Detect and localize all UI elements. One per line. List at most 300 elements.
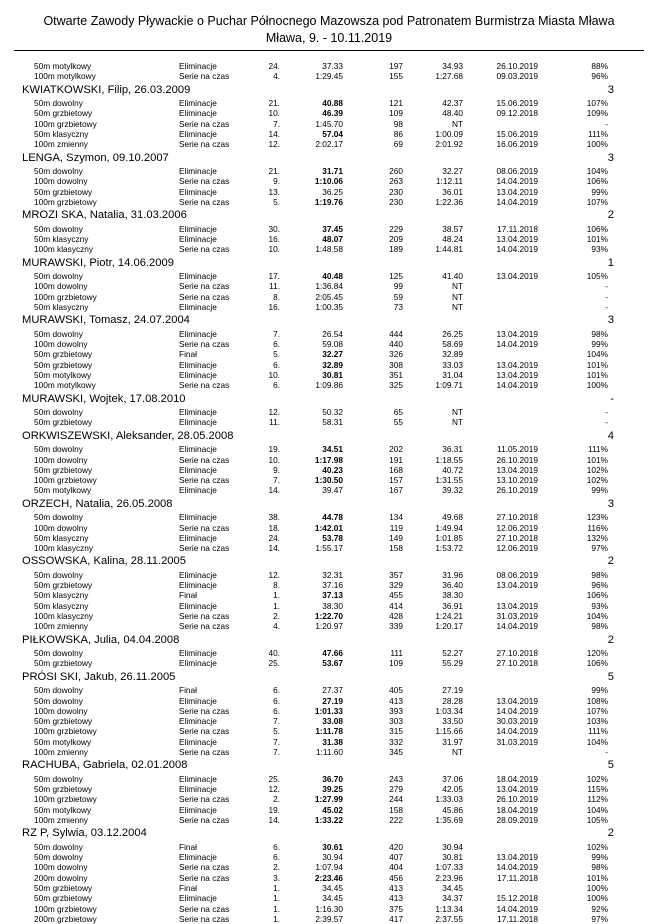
place-value: 2. [273, 794, 280, 805]
previous-best: 1:31.55 [435, 475, 463, 486]
result-time: 31.71 [322, 166, 343, 177]
previous-best: 36.01 [442, 186, 463, 197]
progress-percent: 100% [586, 380, 608, 391]
result-time: 2:02.17 [315, 139, 343, 150]
best-date: 30.03.2019 [496, 716, 538, 727]
result-time: 53.67 [322, 658, 343, 669]
points-value: 444 [389, 328, 403, 339]
event-name: 50m motylkowy [34, 804, 92, 815]
place-value: 6. [273, 705, 280, 716]
previous-best: 1:03.34 [435, 705, 463, 716]
previous-best: 34.93 [442, 61, 463, 71]
event-name: 100m grzbietowy [34, 291, 97, 302]
event-name: 50m motylkowy [34, 370, 92, 381]
result-row [0, 716, 658, 726]
result-time: 53.78 [322, 532, 343, 543]
points-value: 428 [389, 611, 403, 622]
result-time: 50.32 [322, 407, 343, 418]
event-name: 100m dowolny [34, 522, 88, 533]
place-value: 9. [273, 176, 280, 187]
place-value: 10. [268, 454, 280, 465]
progress-percent: 100% [586, 139, 608, 150]
round-name: Serie na czas [179, 281, 230, 292]
previous-best: 41.40 [442, 271, 463, 282]
round-name: Eliminacje [179, 444, 217, 455]
round-name: Eliminacje [179, 223, 217, 234]
round-name: Serie na czas [179, 244, 230, 255]
round-name: Eliminacje [179, 512, 217, 523]
event-name: 50m grzbietowy [34, 883, 93, 894]
previous-best: 1:07.33 [435, 862, 463, 873]
points-value: 121 [389, 98, 403, 109]
progress-percent: 111% [588, 444, 608, 455]
points-value: 86 [393, 128, 403, 139]
result-row [0, 784, 658, 794]
points-value: 345 [389, 747, 403, 758]
place-value: 24. [268, 61, 280, 71]
place-value: 6. [273, 685, 280, 696]
previous-best: 31.97 [442, 736, 463, 747]
round-name: Eliminacje [179, 328, 217, 339]
result-row [0, 685, 658, 695]
result-row [0, 329, 658, 339]
progress-percent: - [605, 302, 608, 313]
result-time: 26.54 [322, 328, 343, 339]
progress-percent: 106% [586, 590, 608, 601]
place-value: 6. [273, 339, 280, 350]
previous-best: 1:33.03 [435, 794, 463, 805]
athlete-name: ORKWISZEWSKI, Aleksander, 28.05.2008 [22, 429, 234, 442]
round-name: Eliminacje [179, 98, 217, 109]
result-row [0, 621, 658, 631]
points-value: 134 [389, 512, 403, 523]
result-row [0, 417, 658, 427]
result-time: 1:20.97 [315, 621, 343, 632]
points-value: 209 [389, 234, 403, 245]
result-time: 34.45 [322, 883, 343, 894]
progress-percent: 107% [586, 98, 608, 109]
round-name: Serie na czas [179, 621, 230, 632]
athlete-header [0, 312, 658, 329]
result-time: 1:11.60 [315, 747, 343, 758]
event-name: 100m dowolny [34, 705, 88, 716]
event-name: 50m motylkowy [34, 485, 92, 496]
place-value: 6. [273, 695, 280, 706]
round-name: Eliminacje [179, 128, 217, 139]
result-time: 1:22.70 [314, 611, 343, 622]
best-date: 13.04.2019 [496, 234, 538, 245]
progress-percent: 107% [586, 705, 608, 716]
athlete-count: 4 [607, 429, 614, 442]
place-value: 1. [273, 600, 280, 611]
place-value: 30. [268, 223, 280, 234]
event-name: 50m grzbietowy [34, 893, 93, 904]
progress-percent: - [605, 417, 608, 428]
progress-percent: 106% [586, 176, 608, 187]
result-time: 30.61 [322, 841, 343, 852]
event-name: 50m dowolny [34, 841, 83, 852]
event-name: 50m dowolny [34, 648, 83, 659]
previous-best: 1:13.34 [435, 903, 463, 914]
previous-best: 1:24.21 [435, 611, 463, 622]
progress-percent: 100% [586, 893, 608, 904]
result-row [0, 883, 658, 893]
result-time: 1:29.45 [315, 71, 343, 82]
result-time: 1:27.99 [314, 794, 343, 805]
progress-percent: 132% [586, 532, 608, 543]
athlete-header [0, 553, 658, 570]
result-time: 32.89 [322, 359, 343, 370]
previous-best: NT [451, 747, 463, 758]
points-value: 229 [389, 223, 403, 234]
round-name: Eliminacje [179, 464, 217, 475]
place-value: 7. [273, 328, 280, 339]
round-name: Eliminacje [179, 648, 217, 659]
points-value: 149 [389, 532, 403, 543]
result-time: 37.16 [322, 580, 343, 591]
points-value: 404 [389, 862, 403, 873]
progress-percent: 99% [591, 186, 608, 197]
event-name: 50m dowolny [34, 223, 83, 234]
progress-percent: 104% [586, 804, 608, 815]
best-date: 13.04.2019 [496, 186, 538, 197]
best-date: 13.04.2019 [496, 784, 538, 795]
best-date: 31.03.2019 [496, 736, 538, 747]
result-row [0, 533, 658, 543]
event-name: 100m zmienny [34, 815, 88, 826]
best-date: 13.10.2019 [496, 475, 538, 486]
result-row [0, 302, 658, 312]
previous-best: 55.29 [442, 658, 463, 669]
result-row [0, 244, 658, 254]
event-name: 50m dowolny [34, 512, 83, 523]
previous-best: 39.32 [442, 485, 463, 496]
points-value: 158 [389, 543, 403, 554]
points-value: 329 [389, 580, 403, 591]
progress-percent: 97% [591, 913, 608, 924]
athlete-header [0, 428, 658, 445]
progress-percent: - [605, 407, 608, 418]
points-value: 413 [389, 893, 403, 904]
result-row [0, 380, 658, 390]
points-value: 111 [390, 648, 403, 659]
place-value: 19. [268, 444, 280, 455]
round-name: Eliminacje [179, 359, 217, 370]
previous-best: 34.37 [442, 893, 463, 904]
round-name: Serie na czas [179, 862, 230, 873]
result-time: 39.25 [322, 784, 343, 795]
points-value: 158 [389, 804, 403, 815]
event-name: 50m dowolny [34, 773, 83, 784]
progress-percent: 92% [591, 903, 608, 914]
points-value: 168 [389, 464, 403, 475]
round-name: Eliminacje [179, 417, 217, 428]
progress-percent: 101% [586, 872, 608, 883]
place-value: 25. [268, 658, 280, 669]
best-date: 17.11.2018 [497, 913, 538, 924]
round-name: Eliminacje [179, 166, 217, 177]
event-name: 100m grzbietowy [34, 794, 97, 805]
place-value: 6. [273, 359, 280, 370]
progress-percent: 100% [586, 883, 608, 894]
document-subtitle: Mława, 9. - 10.11.2019 [265, 31, 393, 45]
points-value: 325 [389, 380, 403, 391]
progress-percent: - [605, 291, 608, 302]
result-row [0, 611, 658, 621]
best-date: 14.04.2019 [496, 862, 538, 873]
result-row [0, 197, 658, 207]
place-value: 6. [273, 380, 280, 391]
event-name: 50m grzbietowy [34, 716, 93, 727]
place-value: 12. [268, 139, 280, 150]
event-name: 100m klasyczny [34, 543, 94, 554]
points-value: 420 [389, 841, 403, 852]
previous-best: 33.50 [442, 716, 463, 727]
result-time: 1:09.86 [315, 380, 343, 391]
previous-best: 1:49.94 [435, 522, 463, 533]
athlete-header [0, 632, 658, 649]
result-time: 37.33 [322, 61, 343, 71]
round-name: Eliminacje [179, 600, 217, 611]
event-name: 100m dowolny [34, 176, 88, 187]
event-name: 50m dowolny [34, 98, 83, 109]
best-date: 17.11.2018 [497, 223, 538, 234]
best-date: 09.03.2019 [496, 71, 538, 82]
event-name: 50m dowolny [34, 695, 83, 706]
result-time: 1:33.22 [314, 815, 343, 826]
points-value: 263 [389, 176, 403, 187]
athlete-count: 2 [607, 633, 614, 646]
best-date: 27.10.2018 [496, 648, 538, 659]
event-name: 100m klasyczny [34, 244, 94, 255]
result-time: 1:07.94 [315, 862, 343, 873]
best-date: 13.04.2019 [496, 271, 538, 282]
result-row [0, 601, 658, 611]
points-value: 69 [393, 139, 403, 150]
points-value: 155 [389, 71, 403, 82]
previous-best: 34.45 [442, 883, 463, 894]
progress-percent: 104% [586, 611, 608, 622]
result-row [0, 139, 658, 149]
result-time: 1:19.76 [314, 196, 343, 207]
result-time: 1:45.70 [315, 118, 343, 129]
result-time: 1:36.84 [315, 281, 343, 292]
result-row [0, 580, 658, 590]
previous-best: 38.30 [442, 590, 463, 601]
result-row [0, 349, 658, 359]
previous-best: NT [451, 118, 463, 129]
points-value: 413 [389, 883, 403, 894]
event-name: 100m dowolny [34, 281, 88, 292]
progress-percent: 120% [586, 648, 608, 659]
progress-percent: 104% [586, 736, 608, 747]
round-name: Eliminacje [179, 407, 217, 418]
best-date: 13.04.2019 [496, 328, 538, 339]
event-name: 100m motylkowy [34, 380, 96, 391]
place-value: 12. [268, 784, 280, 795]
points-value: 332 [389, 736, 403, 747]
progress-percent: 103% [586, 716, 608, 727]
result-time: 34.51 [322, 444, 343, 455]
round-name: Eliminacje [179, 271, 217, 282]
result-row [0, 370, 658, 380]
result-time: 32.31 [322, 569, 343, 580]
place-value: 1. [273, 893, 280, 904]
result-time: 36.70 [322, 773, 343, 784]
best-date: 26.10.2019 [496, 794, 538, 805]
best-date: 13.04.2019 [496, 370, 538, 381]
best-date: 11.05.2019 [497, 444, 538, 455]
round-name: Serie na czas [179, 913, 230, 924]
result-row [0, 794, 658, 804]
progress-percent: 98% [591, 328, 608, 339]
best-date: 14.04.2019 [496, 726, 538, 737]
progress-percent: 88% [591, 61, 608, 71]
progress-percent: 102% [586, 464, 608, 475]
event-name: 50m dowolny [34, 569, 83, 580]
points-value: 393 [389, 705, 403, 716]
round-name: Serie na czas [179, 196, 230, 207]
round-name: Serie na czas [179, 726, 230, 737]
best-date: 15.06.2019 [496, 128, 538, 139]
place-value: 2. [273, 862, 280, 873]
event-name: 50m grzbietowy [34, 108, 93, 119]
progress-percent: 102% [586, 841, 608, 852]
result-row [0, 842, 658, 852]
progress-percent: 112% [587, 794, 608, 805]
points-value: 407 [389, 852, 403, 863]
points-value: 119 [389, 522, 403, 533]
event-name: 100m dowolny [34, 862, 88, 873]
progress-percent: 108% [586, 695, 608, 706]
best-date: 14.04.2019 [496, 380, 538, 391]
previous-best: 48.24 [442, 234, 463, 245]
place-value: 17. [268, 271, 280, 282]
result-time: 36.25 [322, 186, 343, 197]
result-row [0, 339, 658, 349]
result-time: 1:16.30 [315, 903, 343, 914]
best-date: 27.10.2018 [496, 658, 538, 669]
place-value: 7. [273, 475, 280, 486]
round-name: Finał [179, 349, 197, 360]
result-row [0, 360, 658, 370]
progress-percent: 101% [586, 454, 608, 465]
place-value: 16. [268, 234, 280, 245]
place-value: 7. [273, 747, 280, 758]
best-date: 26.10.2019 [496, 61, 538, 71]
progress-percent: 105% [586, 271, 608, 282]
best-date: 08.06.2019 [496, 569, 538, 580]
place-value: 4. [273, 621, 280, 632]
best-date: 14.04.2019 [496, 705, 538, 716]
event-name: 50m dowolny [34, 685, 83, 696]
result-row [0, 485, 658, 495]
result-row [0, 224, 658, 234]
place-value: 5. [273, 349, 280, 360]
previous-best: 36.40 [442, 580, 463, 591]
previous-best: 1:27.68 [435, 71, 463, 82]
round-name: Eliminacje [179, 580, 217, 591]
place-value: 25. [268, 773, 280, 784]
round-name: Serie na czas [179, 611, 230, 622]
best-date: 17.11.2018 [497, 872, 538, 883]
result-row [0, 444, 658, 454]
athlete-count: 5 [607, 759, 614, 772]
best-date: 14.04.2019 [496, 903, 538, 914]
points-value: 260 [389, 166, 403, 177]
previous-best: 2:23.96 [435, 872, 463, 883]
best-date: 13.04.2019 [496, 464, 538, 475]
athlete-name: PRÓSI SKI, Jakub, 26.11.2005 [22, 670, 176, 683]
round-name: Eliminacje [179, 569, 217, 580]
result-row [0, 512, 658, 522]
previous-best: NT [451, 291, 463, 302]
athlete-count: 3 [607, 151, 614, 164]
progress-percent: 106% [586, 658, 608, 669]
best-date: 14.04.2019 [496, 339, 538, 350]
progress-percent: 123% [586, 512, 608, 523]
points-value: 191 [389, 454, 403, 465]
result-row [0, 281, 658, 291]
previous-best: 37.06 [442, 773, 463, 784]
event-name: 50m klasyczny [34, 128, 89, 139]
result-row [0, 774, 658, 784]
progress-percent: 98% [591, 569, 608, 580]
result-row [0, 292, 658, 302]
athlete-name: OSSOWSKA, Kalina, 28.11.2005 [22, 555, 186, 568]
place-value: 6. [273, 841, 280, 852]
best-date: 13.04.2019 [496, 580, 538, 591]
best-date: 12.06.2019 [496, 522, 538, 533]
progress-percent: 115% [587, 784, 608, 795]
result-row [0, 119, 658, 129]
event-name: 50m klasyczny [34, 302, 89, 313]
result-row [0, 873, 658, 883]
round-name: Serie na czas [179, 794, 230, 805]
place-value: 2. [273, 611, 280, 622]
best-date: 26.10.2019 [496, 454, 538, 465]
athlete-name: RZ P, Sylwia, 03.12.2004 [22, 827, 147, 840]
result-time: 27.37 [322, 685, 343, 696]
round-name: Serie na czas [179, 118, 230, 129]
round-name: Serie na czas [179, 903, 230, 914]
best-date: 14.04.2019 [496, 621, 538, 632]
event-name: 200m dowolny [34, 872, 88, 883]
best-date: 28.09.2019 [496, 815, 538, 826]
athlete-name: ORZECH, Natalia, 26.05.2008 [22, 497, 173, 510]
place-value: 14. [268, 543, 280, 554]
athlete-count: 5 [607, 670, 614, 683]
previous-best: 27.19 [442, 685, 463, 696]
points-value: 339 [389, 621, 403, 632]
place-value: 3. [273, 872, 280, 883]
place-value: 14. [268, 815, 280, 826]
place-value: 14. [268, 485, 280, 496]
athlete-name: MURAWSKI, Piotr, 14.06.2009 [22, 256, 174, 269]
event-name: 100m grzbietowy [34, 903, 97, 914]
place-value: 21. [268, 166, 280, 177]
result-row [0, 914, 658, 924]
progress-percent: 102% [586, 773, 608, 784]
result-time: 1:00.35 [315, 302, 343, 313]
event-name: 100m motylkowy [34, 71, 96, 82]
points-value: 417 [389, 913, 403, 924]
points-value: 456 [389, 872, 403, 883]
previous-best: 28.28 [442, 695, 463, 706]
athlete-header [0, 82, 658, 99]
event-name: 100m zmienny [34, 621, 88, 632]
result-row [0, 108, 658, 118]
